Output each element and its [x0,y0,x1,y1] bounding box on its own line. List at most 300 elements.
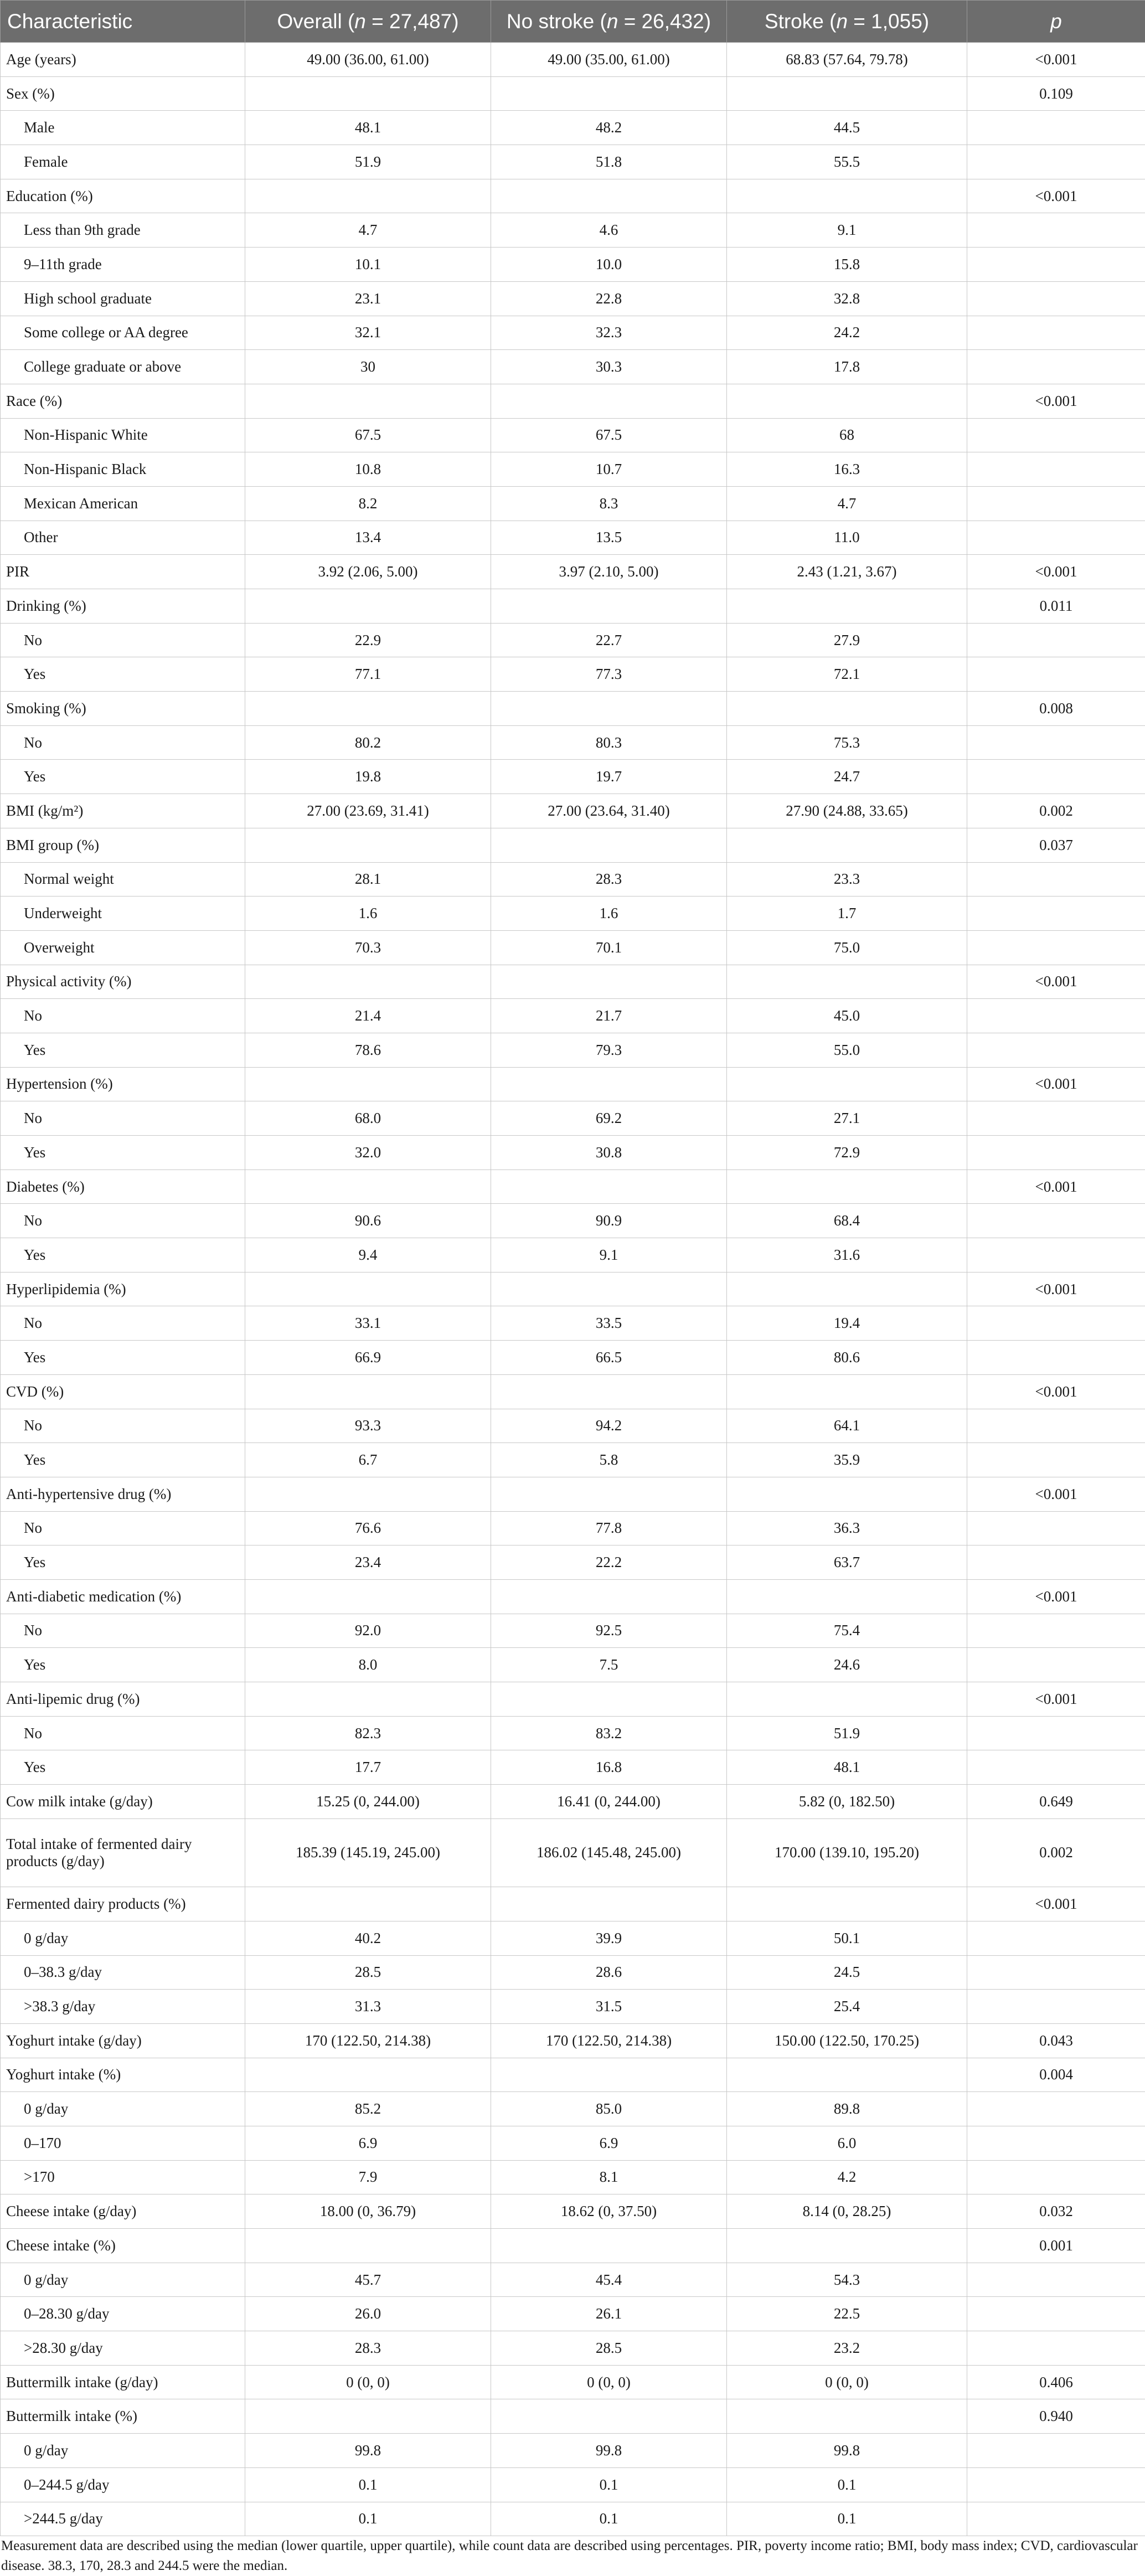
cell-no-stroke [491,589,727,624]
cell-p-value [967,1955,1145,1990]
cell-p-value [967,999,1145,1033]
cell-p-value: <0.001 [967,179,1145,213]
header-no-stroke: No stroke (n = 26,432) [491,1,727,43]
cell-overall: 32.1 [245,316,491,350]
cell-no-stroke: 28.3 [491,862,727,897]
cell-characteristic: College graduate or above [1,350,245,384]
cell-overall: 68.0 [245,1101,491,1136]
cell-p-value [967,350,1145,384]
cell-stroke [727,1477,967,1511]
cell-stroke: 5.82 (0, 182.50) [727,1785,967,1819]
table-row [1,1272,1145,1306]
cell-stroke: 50.1 [727,1921,967,1955]
cell-stroke: 8.14 (0, 28.25) [727,2194,967,2229]
table-row [1,1136,1145,1170]
cell-no-stroke [491,384,727,418]
cell-stroke: 16.3 [727,452,967,487]
cell-stroke: 27.9 [727,623,967,657]
header-p-value: p [967,1,1145,43]
cell-characteristic: No [1,999,245,1033]
cell-overall: 26.0 [245,2297,491,2331]
cell-characteristic: 0 g/day [1,2434,245,2468]
cell-stroke: 99.8 [727,2434,967,2468]
cell-stroke [727,1272,967,1306]
cell-p-value [967,2434,1145,2468]
cell-overall: 85.2 [245,2092,491,2126]
cell-no-stroke: 90.9 [491,1204,727,1238]
cell-overall: 82.3 [245,1716,491,1750]
cell-overall: 28.3 [245,2331,491,2366]
table-row [1,1990,1145,2024]
cell-stroke: 2.43 (1.21, 3.67) [727,555,967,589]
header-stroke: Stroke (n = 1,055) [727,1,967,43]
cell-stroke: 24.7 [727,760,967,794]
table-row [1,862,1145,897]
table-row [1,384,1145,418]
cell-overall: 9.4 [245,1238,491,1272]
table-row [1,1545,1145,1580]
cell-p-value [967,1409,1145,1443]
cell-characteristic: No [1,1204,245,1238]
table-row [1,692,1145,726]
cell-characteristic: Other [1,521,245,555]
cell-characteristic: Smoking (%) [1,692,245,726]
cell-overall: 51.9 [245,145,491,179]
cell-no-stroke: 28.5 [491,2331,727,2366]
cell-characteristic: 0 g/day [1,2263,245,2297]
cell-p-value [967,657,1145,692]
cell-characteristic: Female [1,145,245,179]
cell-p-value: 0.406 [967,2365,1145,2399]
cell-no-stroke: 22.2 [491,1545,727,1580]
cell-overall [245,1887,491,1921]
cell-p-value [967,2126,1145,2160]
cell-p-value [967,1545,1145,1580]
table-row [1,2365,1145,2399]
cell-overall: 67.5 [245,418,491,452]
cell-overall [245,1579,491,1614]
cell-overall: 76.6 [245,1511,491,1545]
table-row [1,1716,1145,1750]
cell-no-stroke: 31.5 [491,1990,727,2024]
cell-overall [245,76,491,111]
cell-overall [245,179,491,213]
table-row [1,316,1145,350]
cell-no-stroke [491,2229,727,2263]
cell-characteristic: Yes [1,1136,245,1170]
cell-no-stroke: 69.2 [491,1101,727,1136]
cell-characteristic: No [1,1614,245,1648]
cell-no-stroke: 80.3 [491,725,727,760]
cell-overall [245,384,491,418]
cell-overall: 0.1 [245,2502,491,2536]
cell-no-stroke: 170 (122.50, 214.38) [491,2023,727,2058]
cell-overall: 70.3 [245,930,491,965]
table-row [1,930,1145,965]
cell-characteristic: Anti-hypertensive drug (%) [1,1477,245,1511]
cell-stroke: 44.5 [727,111,967,145]
cell-characteristic: 0 g/day [1,1921,245,1955]
table-row [1,2263,1145,2297]
table-footnote: Measurement data are described using the median (lower quartile, upper quartile), while count data are described using percentages. PIR, poverty income ratio; BMI, body mass index; CVD, cardiovascular disease. 38.3, 170, 28.3 and 244.5 were the median. [0,2536,1142,2576]
header-characteristic: Characteristic [1,1,245,43]
cell-stroke: 6.0 [727,2126,967,2160]
table-row [1,2467,1145,2502]
cell-characteristic: 0–170 [1,2126,245,2160]
cell-stroke: 51.9 [727,1716,967,1750]
cell-p-value: 0.001 [967,2229,1145,2263]
cell-p-value [967,897,1145,931]
cell-p-value [967,486,1145,521]
table-row [1,281,1145,316]
cell-p-value [967,1511,1145,1545]
cell-no-stroke: 99.8 [491,2434,727,2468]
cell-no-stroke: 30.8 [491,1136,727,1170]
cell-characteristic: Underweight [1,897,245,931]
cell-overall: 45.7 [245,2263,491,2297]
cell-characteristic: >28.30 g/day [1,2331,245,2366]
cell-no-stroke: 21.7 [491,999,727,1033]
cell-characteristic: CVD (%) [1,1374,245,1409]
cell-no-stroke: 94.2 [491,1409,727,1443]
table-row [1,521,1145,555]
cell-characteristic: Yes [1,657,245,692]
cell-stroke: 48.1 [727,1750,967,1785]
cell-overall: 23.1 [245,281,491,316]
cell-overall [245,1272,491,1306]
cell-no-stroke: 19.7 [491,760,727,794]
cell-stroke: 75.4 [727,1614,967,1648]
cell-p-value: <0.001 [967,1682,1145,1717]
cell-no-stroke: 7.5 [491,1648,727,1682]
table-row [1,999,1145,1033]
table-row [1,1306,1145,1341]
cell-characteristic: Mexican American [1,486,245,521]
cell-no-stroke [491,965,727,999]
cell-characteristic: Race (%) [1,384,245,418]
cell-no-stroke: 0.1 [491,2502,727,2536]
cell-no-stroke: 16.8 [491,1750,727,1785]
table-row [1,965,1145,999]
cell-stroke: 72.1 [727,657,967,692]
cell-no-stroke: 6.9 [491,2126,727,2160]
table-row [1,1785,1145,1819]
cell-p-value: <0.001 [967,1477,1145,1511]
cell-overall: 1.6 [245,897,491,931]
cell-stroke: 63.7 [727,1545,967,1580]
table-row [1,589,1145,624]
cell-p-value [967,1238,1145,1272]
cell-stroke: 11.0 [727,521,967,555]
cell-p-value [967,1204,1145,1238]
cell-overall: 40.2 [245,1921,491,1955]
cell-no-stroke: 92.5 [491,1614,727,1648]
table-row [1,2194,1145,2229]
cell-p-value [967,1921,1145,1955]
cell-p-value [967,1990,1145,2024]
cell-p-value [967,281,1145,316]
cell-characteristic: PIR [1,555,245,589]
table-row [1,486,1145,521]
cell-no-stroke [491,1374,727,1409]
cell-p-value: <0.001 [967,384,1145,418]
cell-p-value: 0.940 [967,2399,1145,2434]
cell-overall: 185.39 (145.19, 245.00) [245,1818,491,1887]
cell-p-value [967,2331,1145,2366]
table-row [1,555,1145,589]
cell-stroke [727,692,967,726]
cell-p-value [967,2502,1145,2536]
cell-overall [245,828,491,862]
cell-no-stroke [491,2399,727,2434]
cell-no-stroke: 8.3 [491,486,727,521]
cell-characteristic: Hyperlipidemia (%) [1,1272,245,1306]
cell-no-stroke: 27.00 (23.64, 31.40) [491,794,727,828]
cell-stroke: 55.5 [727,145,967,179]
cell-stroke [727,589,967,624]
cell-overall: 99.8 [245,2434,491,2468]
table-row [1,1341,1145,1375]
cell-no-stroke [491,76,727,111]
cell-overall [245,1169,491,1204]
cell-characteristic: High school graduate [1,281,245,316]
cell-overall: 31.3 [245,1990,491,2024]
cell-p-value [967,1648,1145,1682]
cell-characteristic: Fermented dairy products (%) [1,1887,245,1921]
cell-stroke: 89.8 [727,2092,967,2126]
cell-stroke: 4.2 [727,2160,967,2194]
table-row [1,725,1145,760]
cell-overall: 48.1 [245,111,491,145]
cell-p-value: <0.001 [967,1887,1145,1921]
cell-overall: 22.9 [245,623,491,657]
table-row [1,623,1145,657]
cell-characteristic: Overweight [1,930,245,965]
cell-overall [245,692,491,726]
cell-stroke: 27.90 (24.88, 33.65) [727,794,967,828]
cell-no-stroke: 83.2 [491,1716,727,1750]
table-row [1,1169,1145,1204]
cell-p-value [967,1443,1145,1477]
cell-no-stroke [491,1682,727,1717]
cell-p-value [967,1750,1145,1785]
cell-characteristic: Yes [1,1750,245,1785]
table-row [1,1238,1145,1272]
cell-p-value: 0.002 [967,1818,1145,1887]
cell-stroke: 22.5 [727,2297,967,2331]
cell-p-value [967,452,1145,487]
cell-no-stroke: 66.5 [491,1341,727,1375]
cell-characteristic: Yes [1,1648,245,1682]
cell-p-value: 0.032 [967,2194,1145,2229]
cell-overall: 33.1 [245,1306,491,1341]
cell-characteristic: BMI group (%) [1,828,245,862]
cell-no-stroke: 10.0 [491,248,727,282]
cell-stroke: 0.1 [727,2467,967,2502]
table-row [1,76,1145,111]
cell-p-value [967,248,1145,282]
table-row [1,2126,1145,2160]
cell-p-value: 0.037 [967,828,1145,862]
cell-characteristic: Age (years) [1,43,245,77]
cell-no-stroke: 45.4 [491,2263,727,2297]
cell-characteristic: No [1,1716,245,1750]
table-row [1,1477,1145,1511]
cell-stroke [727,179,967,213]
cell-characteristic: Buttermilk intake (g/day) [1,2365,245,2399]
cell-no-stroke: 77.3 [491,657,727,692]
cell-characteristic: Cow milk intake (g/day) [1,1785,245,1819]
cell-stroke: 24.2 [727,316,967,350]
cell-stroke [727,2399,967,2434]
table-row [1,1750,1145,1785]
cell-stroke: 27.1 [727,1101,967,1136]
cell-overall [245,589,491,624]
cell-p-value: <0.001 [967,1169,1145,1204]
table-row [1,350,1145,384]
cell-overall: 28.1 [245,862,491,897]
cell-no-stroke [491,828,727,862]
cell-overall: 15.25 (0, 244.00) [245,1785,491,1819]
cell-p-value [967,1101,1145,1136]
cell-no-stroke: 79.3 [491,1033,727,1067]
cell-stroke: 72.9 [727,1136,967,1170]
cell-p-value: 0.649 [967,1785,1145,1819]
cell-p-value [967,725,1145,760]
cell-p-value [967,2160,1145,2194]
cell-no-stroke: 22.7 [491,623,727,657]
cell-p-value: <0.001 [967,1374,1145,1409]
table-row [1,1409,1145,1443]
table-row [1,2229,1145,2263]
cell-overall: 7.9 [245,2160,491,2194]
table-row [1,1818,1145,1887]
cell-overall [245,1374,491,1409]
table-row [1,43,1145,77]
cell-stroke [727,76,967,111]
cell-no-stroke [491,1272,727,1306]
table-row [1,1614,1145,1648]
cell-characteristic: Anti-diabetic medication (%) [1,1579,245,1614]
cell-p-value: <0.001 [967,555,1145,589]
table-row [1,452,1145,487]
cell-p-value [967,145,1145,179]
cell-no-stroke [491,1579,727,1614]
cell-p-value [967,2092,1145,2126]
table-row [1,248,1145,282]
cell-characteristic: BMI (kg/m²) [1,794,245,828]
cell-stroke: 9.1 [727,213,967,248]
cell-overall: 0 (0, 0) [245,2365,491,2399]
cell-no-stroke: 48.2 [491,111,727,145]
cell-characteristic: 0–244.5 g/day [1,2467,245,2502]
table-row [1,1204,1145,1238]
cell-characteristic: No [1,1409,245,1443]
cell-overall: 13.4 [245,521,491,555]
cell-p-value [967,1033,1145,1067]
cell-characteristic: Yes [1,1545,245,1580]
cell-p-value [967,2297,1145,2331]
cell-p-value: 0.109 [967,76,1145,111]
cell-overall [245,2058,491,2092]
cell-no-stroke: 85.0 [491,2092,727,2126]
cell-no-stroke [491,1887,727,1921]
cell-p-value [967,2263,1145,2297]
cell-stroke: 24.5 [727,1955,967,1990]
cell-no-stroke [491,1477,727,1511]
cell-characteristic: Anti-lipemic drug (%) [1,1682,245,1717]
cell-p-value [967,1614,1145,1648]
cell-no-stroke: 4.6 [491,213,727,248]
cell-no-stroke: 26.1 [491,2297,727,2331]
cell-overall: 49.00 (36.00, 61.00) [245,43,491,77]
cell-overall: 3.92 (2.06, 5.00) [245,555,491,589]
table-row [1,2399,1145,2434]
cell-stroke: 31.6 [727,1238,967,1272]
table-row [1,794,1145,828]
cell-p-value [967,862,1145,897]
table-row [1,897,1145,931]
cell-stroke [727,2058,967,2092]
cell-stroke [727,1682,967,1717]
cell-no-stroke: 0 (0, 0) [491,2365,727,2399]
table-row [1,2023,1145,2058]
cell-p-value [967,1716,1145,1750]
cell-stroke: 64.1 [727,1409,967,1443]
cell-p-value: <0.001 [967,1067,1145,1101]
table-row [1,1682,1145,1717]
cell-p-value [967,623,1145,657]
table-row [1,1648,1145,1682]
table-row [1,760,1145,794]
cell-stroke: 4.7 [727,486,967,521]
cell-no-stroke: 3.97 (2.10, 5.00) [491,555,727,589]
cell-p-value [967,2467,1145,2502]
cell-p-value: 0.002 [967,794,1145,828]
cell-characteristic: Some college or AA degree [1,316,245,350]
cell-overall: 28.5 [245,1955,491,1990]
cell-overall: 0.1 [245,2467,491,2502]
cell-no-stroke: 0.1 [491,2467,727,2502]
table-header [1,1,1145,43]
cell-no-stroke: 5.8 [491,1443,727,1477]
cell-p-value: <0.001 [967,43,1145,77]
cell-characteristic: Non-Hispanic White [1,418,245,452]
cell-stroke: 45.0 [727,999,967,1033]
cell-no-stroke: 10.7 [491,452,727,487]
table-row [1,657,1145,692]
cell-stroke: 36.3 [727,1511,967,1545]
cell-overall [245,1682,491,1717]
cell-characteristic: Yes [1,1443,245,1477]
cell-p-value [967,760,1145,794]
cell-overall [245,1477,491,1511]
cell-overall [245,2229,491,2263]
cell-overall: 18.00 (0, 36.79) [245,2194,491,2229]
cell-p-value [967,1136,1145,1170]
cell-overall: 6.7 [245,1443,491,1477]
cell-no-stroke: 51.8 [491,145,727,179]
cell-overall: 10.8 [245,452,491,487]
cell-characteristic: Drinking (%) [1,589,245,624]
cell-overall: 27.00 (23.69, 31.41) [245,794,491,828]
table-row [1,1579,1145,1614]
cell-overall: 30 [245,350,491,384]
cell-no-stroke: 28.6 [491,1955,727,1990]
cell-overall: 6.9 [245,2126,491,2160]
cell-no-stroke: 1.6 [491,897,727,931]
cell-no-stroke [491,1067,727,1101]
